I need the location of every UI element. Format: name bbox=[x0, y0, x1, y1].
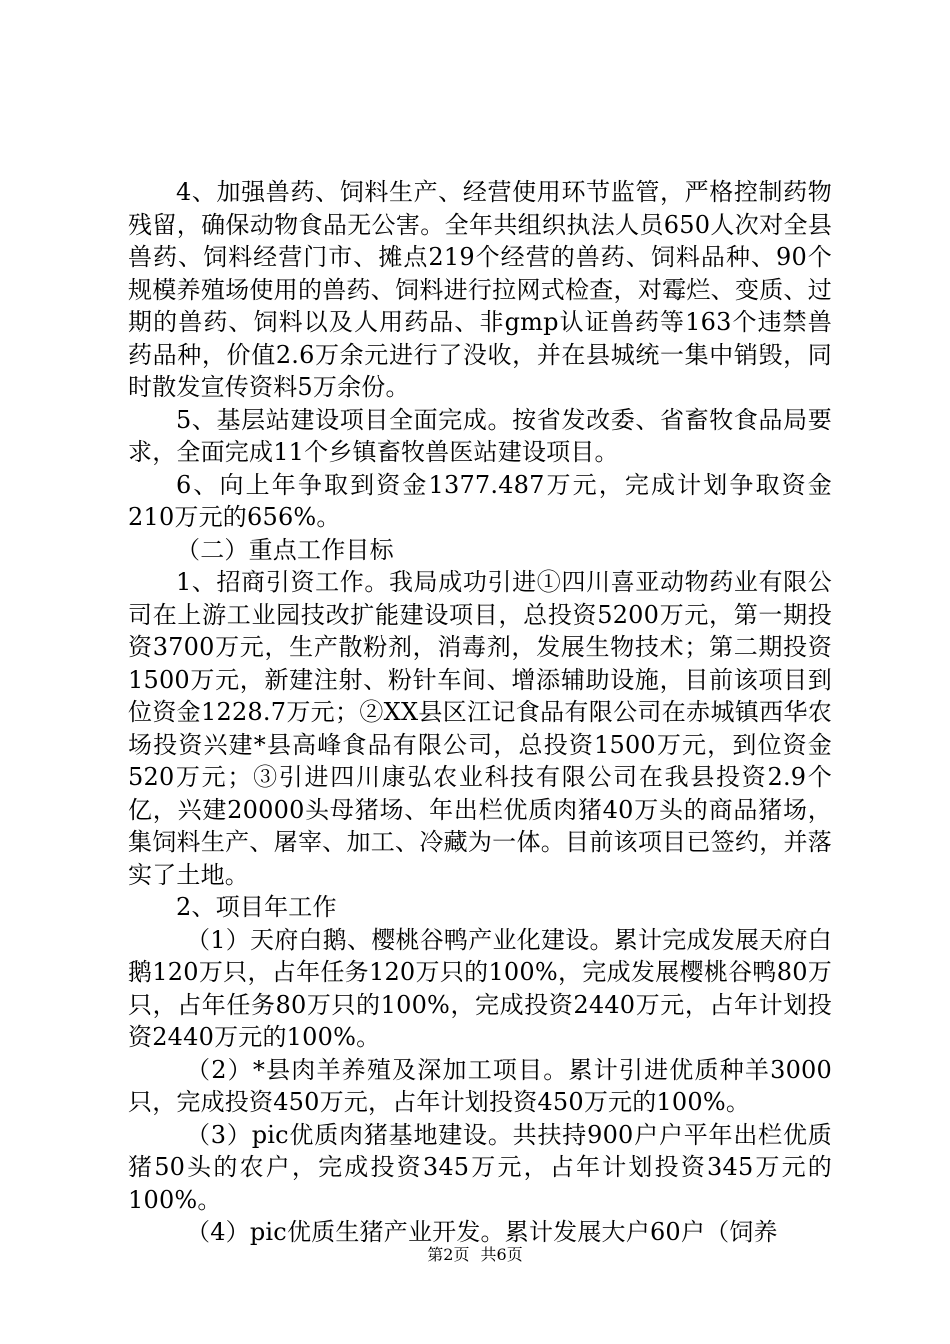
paragraph-pic-pig-industry: （4）pic优质生猪产业开发。累计发展大户60户（饲养 bbox=[186, 1218, 778, 1246]
paragraph-investment-attraction: 1、招商引资工作。我局成功引进①四川喜亚动物药业有限公司在上游工业园技改扩能建设项目，总投资5200万元，第一期投资3700万元，生产散粉剂，消毒剂，发展生物技术；第二期投资1500万元，新建注射、粉针车间、增添辅助设施，目前该项目到位资金1228.7万元；②XX县区江记食品有限公司在赤城镇西华农场投资兴建*县高峰食品有限公司，总投资1500万元，到位资金520万元；③引进四川康弘农业科技有限公司在我县投资2.9个亿，兴建20000头母猪场、年出栏优质肉猪40万头的商品猪场，集饲料生产、屠宰、加工、冷藏为一体。目前该项目已签约，并落实了土地。 bbox=[128, 568, 832, 889]
paragraph-grassroots-station-construction: 5、基层站建设项目全面完成。按省发改委、省畜牧食品局要求，全面完成11个乡镇畜牧兽医站建设项目。 bbox=[128, 405, 832, 466]
paragraph-veterinary-feed-supervision: 4、加强兽药、饲料生产、经营使用环节监管，严格控制药物残留，确保动物食品无公害。全年共组织执法人员650人次对全县兽药、饲料经营门市、摊点219个经营的兽药、饲料品种、90个规模养殖场使用的兽药、饲料进行拉网式检查，对霉烂、变质、过期的兽药、饲料以及人用药品、非gmp认证兽药等163个违禁兽药品种，价值2.6万余元进行了没收，并在县城统一集中销毁，同时散发宣传资料5万余份。 bbox=[128, 178, 832, 401]
paragraph-goose-duck-industry: （1）天府白鹅、樱桃谷鸭产业化建设。累计完成发展天府白鹅120万只，占年任务120万只的100%，完成发展樱桃谷鸭80万只，占年任务80万只的100%，完成投资2440万元，占年计划投资2440万元的100%。 bbox=[128, 925, 832, 1051]
paragraph-pic-pig-base: （3）pic优质肉猪基地建设。共扶持900户户平年出栏优质猪50头的农户，完成投资345万元，占年计划投资345万元的100%。 bbox=[128, 1120, 832, 1214]
section-heading-key-goals: （二）重点工作目标 bbox=[176, 535, 394, 564]
paragraph-funding-obtained: 6、向上年争取到资金1377.487万元，完成计划争取资金210万元的656%。 bbox=[128, 470, 832, 531]
page-footer bbox=[0, 1245, 950, 1265]
subheading-project-year: 2、项目年工作 bbox=[176, 893, 337, 921]
paragraph-mutton-sheep-project: （2）*县肉羊养殖及深加工项目。累计引进优质种羊3000只，完成投资450万元，占年计划投资450万元的100%。 bbox=[128, 1055, 832, 1116]
page-number-current: 第2页 bbox=[427, 1245, 470, 1264]
page-number-total: 共6页 bbox=[480, 1245, 523, 1264]
document-body bbox=[128, 176, 832, 1249]
